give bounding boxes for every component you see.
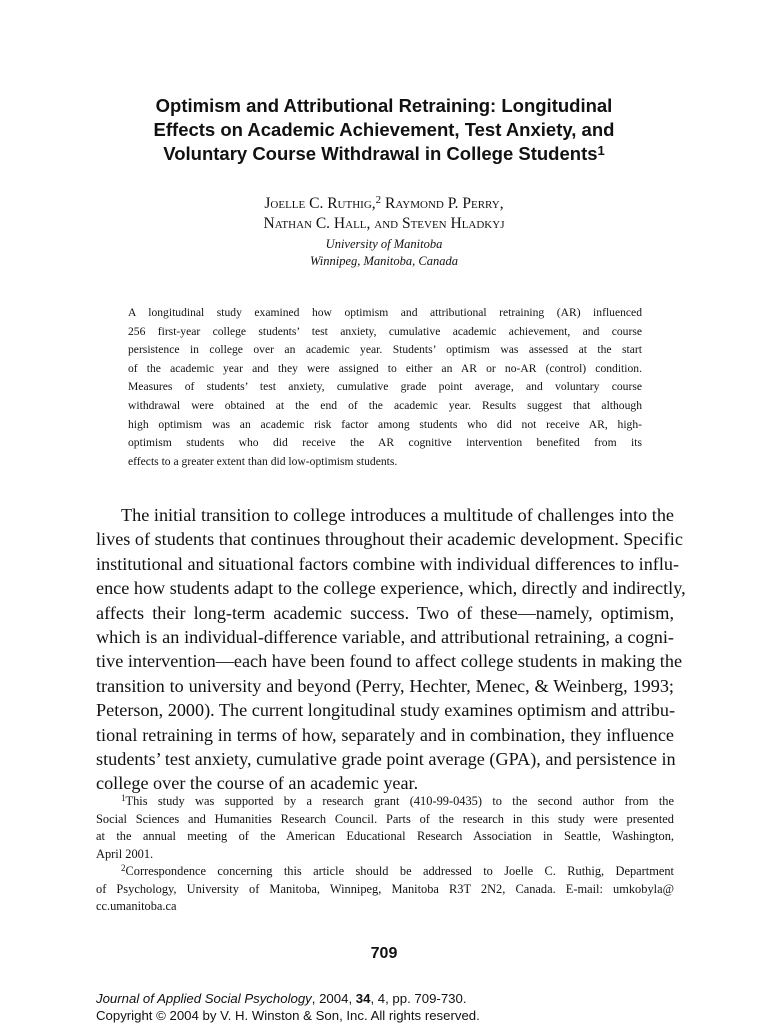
footnote-2-mark: 2	[121, 863, 126, 873]
abstract-line: A longitudinal study examined how optimism and attributional retraining (AR) influenced	[128, 306, 642, 319]
title-line: Optimism and Attributional Retraining: Longitudinal	[155, 95, 613, 116]
abstract-line: Measures of students’ test anxiety, cumulative grade point average, and voluntary course	[128, 380, 642, 394]
footnotes	[96, 793, 674, 916]
title-line	[98, 142, 670, 166]
title-footnote-mark[interactable]: 1	[597, 143, 605, 158]
footnote-1-mark: 1	[121, 793, 126, 803]
journal-issue-pages: , 4, pp. 709-730.	[370, 991, 467, 1006]
body-line: Peterson, 2000). The current longitudinal study examines optimism and attribu-	[96, 700, 676, 721]
author-line: Nathan C. Hall, and Steven Hladkyj	[263, 215, 505, 232]
body-line: college over the course of an academic year.	[96, 773, 419, 794]
author-footnote-mark[interactable]: 2	[375, 194, 382, 206]
journal-name: Journal of Applied Social Psychology	[96, 991, 312, 1006]
introduction-paragraph	[96, 503, 686, 796]
footnote-2-line	[96, 863, 674, 881]
body-line: institutional and situational factors combine with individual differences to influ-	[96, 553, 680, 574]
body-line: which is an individual-difference variable, and attributional retraining, a cogni-	[96, 627, 674, 648]
footnote-2-line: cc.umanitoba.ca	[96, 899, 177, 913]
body-line: transition to university and beyond (Perry, Hechter, Menec, & Weinberg, 1993;	[96, 675, 674, 696]
author-name: Joelle C. Ruthig,	[264, 195, 376, 212]
page-number: 709	[370, 945, 398, 962]
affiliation-location: Winnipeg, Manitoba, Canada	[310, 254, 458, 268]
body-line: tional retraining in terms of how, separately and in combination, they influence	[96, 724, 674, 745]
abstract-line: of the academic year and they were assigned to either an AR or no-AR (control) condition.	[128, 361, 642, 375]
abstract-line: persistence in college over an academic year. Students’ optimism was assessed at the start	[128, 343, 642, 357]
footnote-1-line: at the annual meeting of the American Educational Research Association in Seattle, Washington,	[96, 829, 674, 843]
footnote-1-line: April 2001.	[96, 846, 154, 861]
journal-year: 2004	[319, 991, 349, 1006]
journal-volume: 34	[355, 991, 371, 1006]
journal-separator: ,	[348, 991, 356, 1006]
abstract	[128, 304, 642, 471]
body-line: students’ test anxiety, cumulative grade point average (GPA), and persistence in	[96, 749, 676, 770]
journal-citation	[96, 990, 696, 1024]
author-line	[150, 194, 618, 214]
author-list	[150, 194, 618, 234]
body-line: lives of students that continues throughout their academic development. Specific	[96, 529, 683, 550]
article-title	[98, 94, 670, 166]
footnote-1-text: This study was supported by a research grant (410-99-0435) to the second author from the	[125, 794, 674, 808]
author-name: Raymond P. Perry,	[381, 195, 504, 212]
abstract-line: 256 first-year college students’ test anxiety, cumulative academic achievement, and course	[128, 324, 642, 338]
body-line: affects their long-term academic success. Two of these—namely, optimism,	[96, 602, 674, 623]
title-line: Effects on Academic Achievement, Test Anxiety, and	[153, 119, 615, 140]
abstract-line: high optimism was an academic risk factor among students who did not receive AR, high-	[128, 417, 642, 431]
affiliation-university: University of Manitoba	[325, 237, 443, 251]
body-line: tive intervention—each have been found to affect college students in making the	[96, 651, 683, 672]
abstract-line: withdrawal were obtained at the end of the academic year. Results suggest that although	[128, 398, 642, 412]
body-line: The initial transition to college introduces a multitude of challenges into the	[121, 505, 674, 525]
journal-separator: ,	[311, 991, 320, 1006]
footnote-1-line: Social Sciences and Humanities Research Council. Parts of the research in this study were presented	[96, 811, 674, 826]
title-line-text: Voluntary Course Withdrawal in College Students	[163, 143, 598, 164]
footnote-1-line	[96, 793, 674, 811]
affiliation	[150, 236, 618, 270]
abstract-line: effects to a greater extent than did low-optimism students.	[128, 454, 398, 468]
abstract-line: optimism students who did receive the AR cognitive intervention benefited from its	[128, 436, 642, 450]
body-line: ence how students adapt to the college experience, which, directly and indirectly,	[96, 578, 686, 599]
journal-line	[96, 990, 696, 1007]
footnote-2-text: Correspondence concerning this article should be addressed to Joelle C. Ruthig, Department	[125, 864, 674, 878]
footnote-2-line: of Psychology, University of Manitoba, Winnipeg, Manitoba R3T 2N2, Canada. E-mail: umkobyla@	[96, 881, 674, 896]
copyright-line: Copyright © 2004 by V. H. Winston & Son, Inc. All rights reserved.	[96, 1008, 480, 1023]
